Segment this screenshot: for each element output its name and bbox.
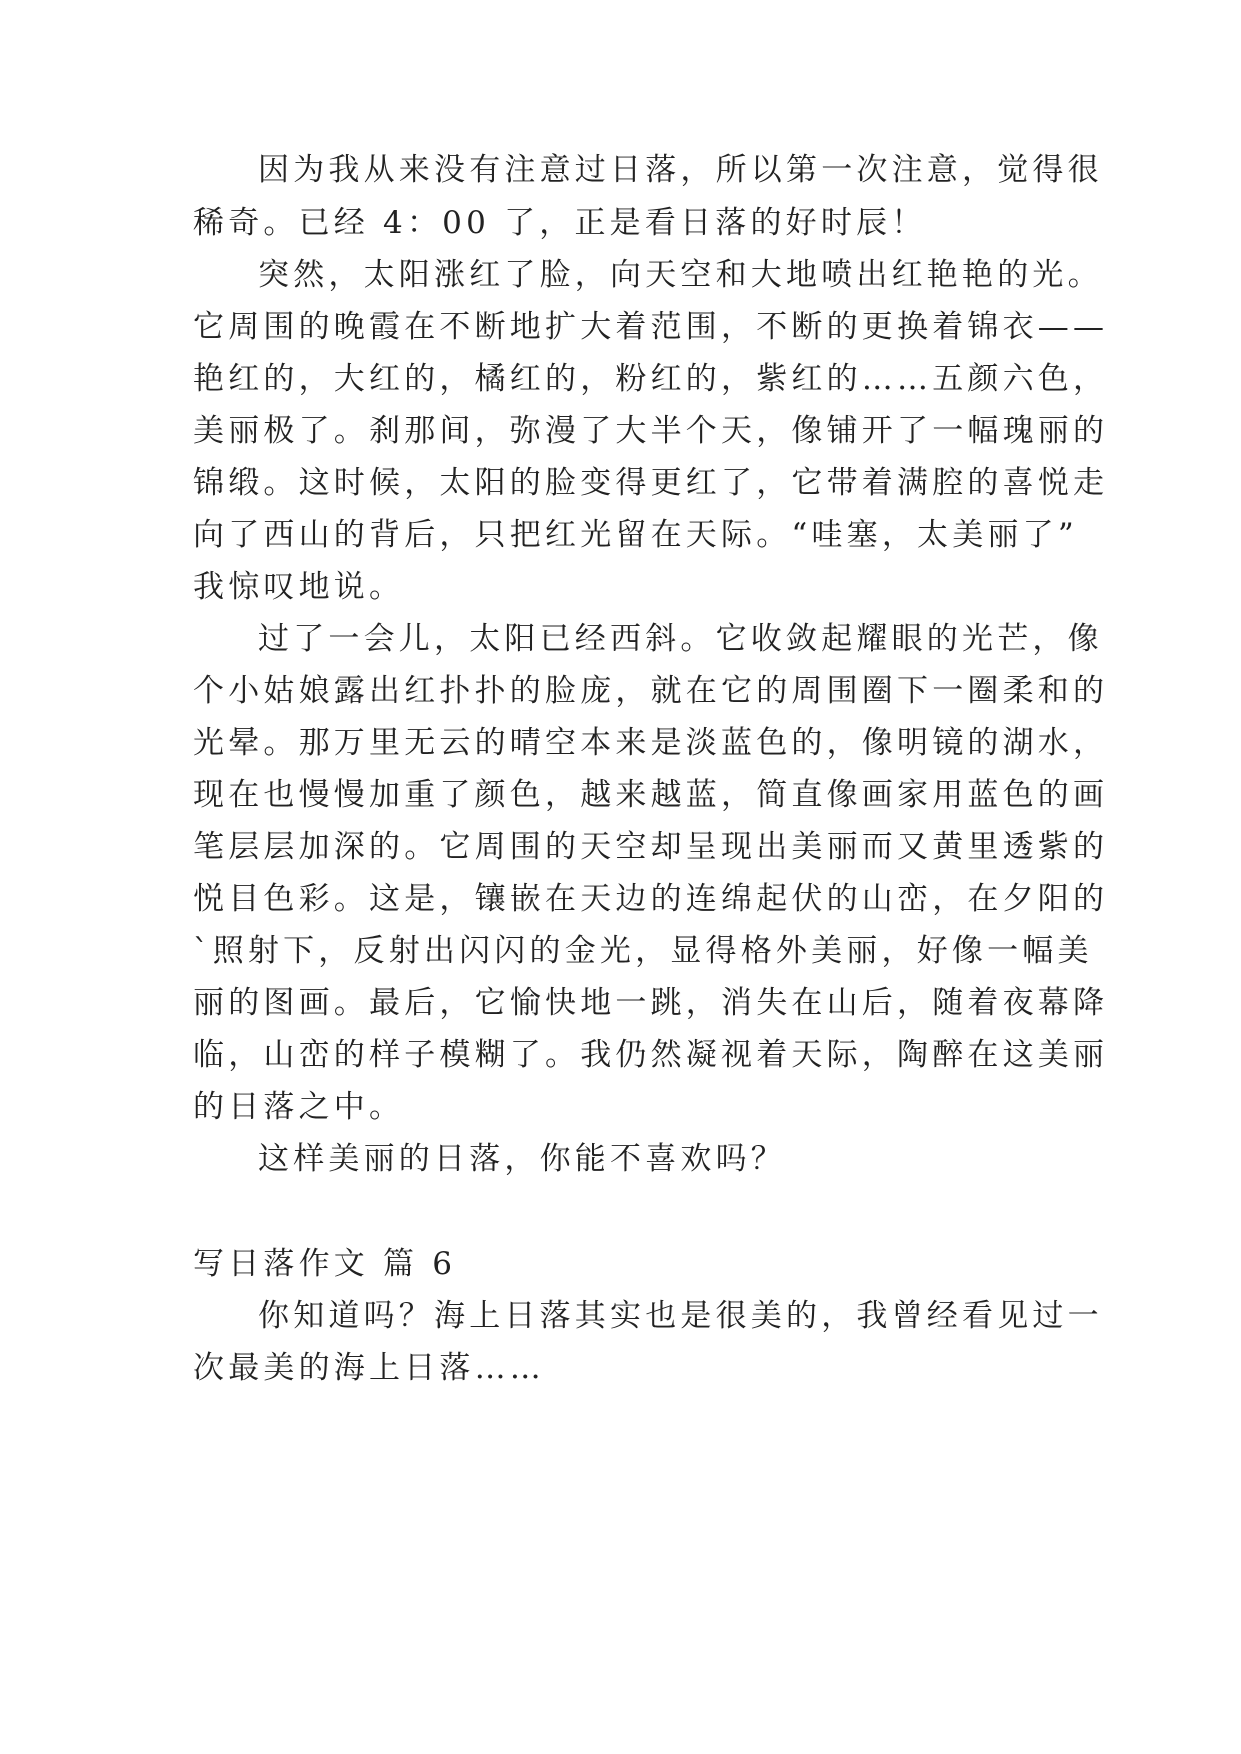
paragraph-line: 临，山峦的样子模糊了。我仍然凝视着天际，陶醉在这美丽 [193, 1037, 1109, 1073]
paragraph-line: 光晕。那万里无云的晴空本来是淡蓝色的，像明镜的湖水， [193, 725, 1109, 761]
paragraph-line: 笔层层加深的。它周围的天空却呈现出美丽而又黄里透紫的 [193, 829, 1109, 865]
paragraph-line: 向了西山的背后，只把红光留在天际。“哇塞，太美丽了” [193, 517, 1078, 553]
paragraph-line: 锦缎。这时候，太阳的脸变得更红了，它带着满腔的喜悦走 [193, 465, 1109, 501]
paragraph-line: 的日落之中。 [193, 1089, 405, 1125]
paragraph-line: 突然，太阳涨红了脸，向天空和大地喷出红艳艳的光。 [258, 257, 1103, 293]
paragraph-line: 你知道吗？海上日落其实也是很美的，我曾经看见过一 [258, 1298, 1103, 1334]
paragraph-line: 现在也慢慢加重了颜色，越来越蓝，简直像画家用蓝色的画 [193, 777, 1109, 813]
section-heading: 写日落作文 篇 6 [193, 1246, 457, 1282]
paragraph-line: 过了一会儿，太阳已经西斜。它收敛起耀眼的光芒，像 [258, 621, 1103, 657]
paragraph-line: 我惊叹地说。 [193, 569, 405, 605]
paragraph-line: 因为我从来没有注意过日落，所以第一次注意，觉得很 [258, 152, 1103, 188]
paragraph-line: 它周围的晚霞在不断地扩大着范围，不断的更换着锦衣—— [193, 309, 1109, 345]
paragraph-line: 个小姑娘露出红扑扑的脸庞，就在它的周围圈下一圈柔和的 [193, 673, 1109, 709]
paragraph-line: 艳红的，大红的，橘红的，粉红的，紫红的……五颜六色， [193, 361, 1109, 397]
paragraph-line: 悦目色彩。这是，镶嵌在天边的连绵起伏的山峦，在夕阳的 [193, 881, 1109, 917]
paragraph-line: 美丽极了。刹那间，弥漫了大半个天，像铺开了一幅瑰丽的 [193, 413, 1109, 449]
paragraph-line: 这样美丽的日落，你能不喜欢吗？ [258, 1141, 786, 1177]
paragraph-line: 丽的图画。最后，它愉快地一跳，消失在山后，随着夜幕降 [193, 985, 1109, 1021]
paragraph-line: 次最美的海上日落…… [193, 1350, 545, 1386]
paragraph-line: 稀奇。已经 4：00 了，正是看日落的好时辰！ [193, 205, 927, 241]
paragraph-line: `照射下，反射出闪闪的金光，显得格外美丽，好像一幅美 [193, 933, 1093, 969]
